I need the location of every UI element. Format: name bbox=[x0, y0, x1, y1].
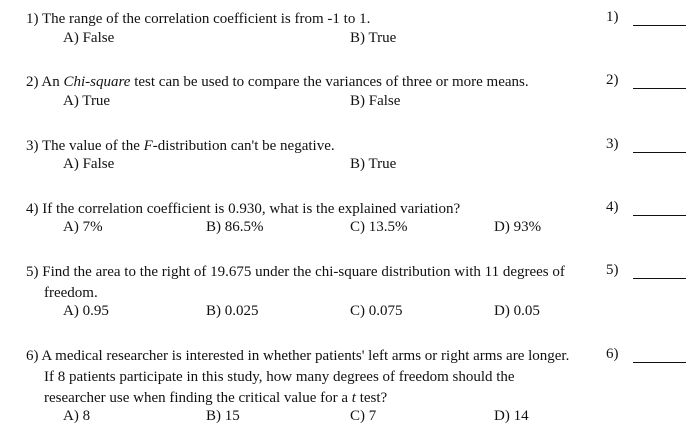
question-3-choices bbox=[63, 156, 603, 176]
answer-line[interactable] bbox=[633, 152, 686, 153]
question-4-text: 4) If the correlation coefficient is 0.930, what is the explained variation? bbox=[26, 201, 461, 217]
choice-a[interactable]: A) 8 bbox=[63, 408, 91, 424]
question-5-text-line-2: freedom. bbox=[44, 285, 98, 301]
question-5-choices bbox=[63, 303, 603, 323]
question-5-text bbox=[26, 262, 596, 304]
choice-b[interactable]: B) 15 bbox=[206, 408, 240, 424]
answer-line[interactable] bbox=[633, 362, 686, 363]
answer-number: 1) bbox=[606, 9, 619, 25]
choice-d[interactable]: D) 14 bbox=[494, 408, 529, 424]
answer-number: 4) bbox=[606, 199, 619, 215]
choice-b[interactable]: B) True bbox=[350, 30, 397, 46]
answer-number: 6) bbox=[606, 346, 619, 362]
question-3-text bbox=[26, 136, 596, 157]
question-4-choices bbox=[63, 219, 603, 239]
answer-blank-2[interactable] bbox=[606, 72, 700, 92]
question-6-text-line-3-em: t bbox=[351, 390, 356, 406]
choice-c[interactable]: C) 13.5% bbox=[350, 219, 408, 235]
question-6-text-line-1: 6) A medical researcher is interested in whether patients' left arms or right arms are longer. bbox=[26, 348, 570, 364]
answer-number: 5) bbox=[606, 262, 619, 278]
question-1-text: 1) The range of the correlation coefficient is from -1 to 1. bbox=[26, 11, 371, 27]
question-6-text bbox=[26, 346, 596, 409]
choice-b[interactable]: B) True bbox=[350, 156, 397, 172]
question-2-text-em: Chi-square bbox=[63, 74, 131, 90]
choice-b[interactable]: B) 86.5% bbox=[206, 219, 264, 235]
choice-a[interactable]: A) True bbox=[63, 93, 111, 109]
answer-blank-1[interactable] bbox=[606, 9, 700, 29]
answer-blank-6[interactable] bbox=[606, 346, 700, 366]
answer-line[interactable] bbox=[633, 215, 686, 216]
choice-d[interactable]: D) 93% bbox=[494, 219, 542, 235]
answer-blank-4[interactable] bbox=[606, 199, 700, 219]
choice-c[interactable]: C) 0.075 bbox=[350, 303, 403, 319]
question-2-text-pre: 2) An bbox=[26, 74, 64, 90]
question-3-text-em: F bbox=[143, 138, 153, 154]
choice-b[interactable]: B) False bbox=[350, 93, 401, 109]
question-6-text-line-3 bbox=[26, 388, 596, 409]
question-6-text-line-3-pre: researcher use when finding the critical value for a bbox=[44, 390, 352, 406]
answer-blank-5[interactable] bbox=[606, 262, 700, 282]
question-2-choices bbox=[63, 93, 603, 113]
choice-a[interactable]: A) 7% bbox=[63, 219, 103, 235]
choice-a[interactable]: A) False bbox=[63, 30, 115, 46]
choice-b[interactable]: B) 0.025 bbox=[206, 303, 259, 319]
answer-number: 2) bbox=[606, 72, 619, 88]
question-1-choices bbox=[63, 30, 603, 50]
answer-line[interactable] bbox=[633, 278, 686, 279]
question-3-text-pre: 3) The value of the bbox=[26, 138, 144, 154]
choice-a[interactable]: A) 0.95 bbox=[63, 303, 109, 319]
answer-line[interactable] bbox=[633, 25, 686, 26]
question-6-text-line-2: If 8 patients participate in this study, how many degrees of freedom should the bbox=[44, 369, 515, 385]
choice-d[interactable]: D) 0.05 bbox=[494, 303, 540, 319]
answer-number: 3) bbox=[606, 136, 619, 152]
question-6-choices bbox=[63, 408, 603, 428]
question-3-text-post: -distribution can't be negative. bbox=[152, 138, 335, 154]
choice-a[interactable]: A) False bbox=[63, 156, 115, 172]
question-5-text-line-1: 5) Find the area to the right of 19.675 under the chi-square distribution with 11 degrees of bbox=[26, 264, 565, 280]
question-6-text-line-3-post: test? bbox=[355, 390, 388, 406]
question-2-text-post: test can be used to compare the variances of three or more means. bbox=[130, 74, 529, 90]
question-2-text bbox=[26, 72, 596, 93]
choice-c[interactable]: C) 7 bbox=[350, 408, 377, 424]
answer-line[interactable] bbox=[633, 88, 686, 89]
answer-blank-3[interactable] bbox=[606, 136, 700, 156]
